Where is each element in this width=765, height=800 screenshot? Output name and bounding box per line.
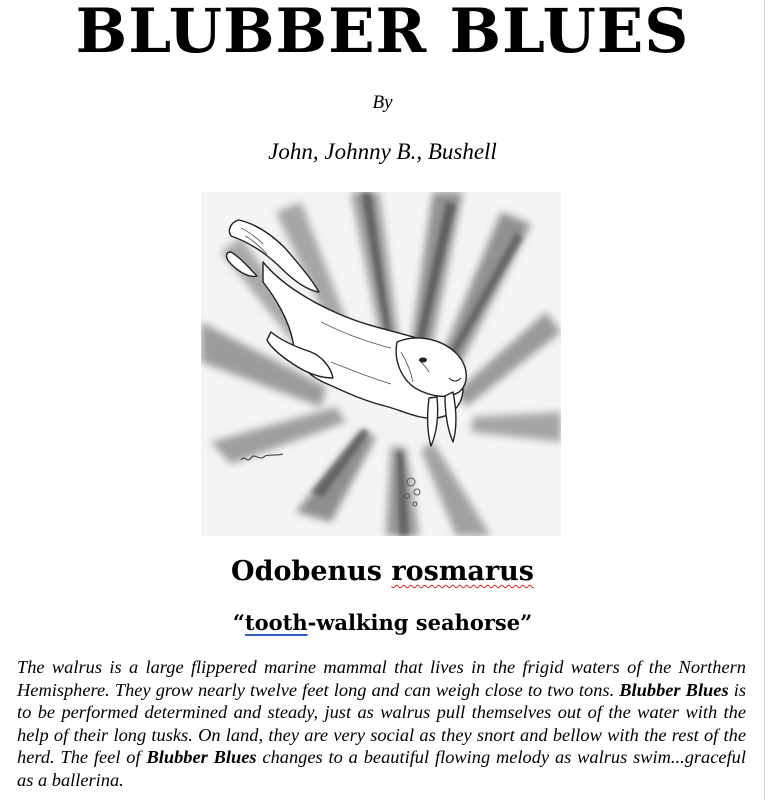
species-text: rosmarus [391, 556, 534, 587]
scientific-name [0, 556, 765, 587]
document-title: BLUBBER BLUES [75, 0, 690, 67]
description-bold-title-1: Blubber Blues [619, 679, 729, 700]
author-name: John, Johnny B., Bushell [268, 139, 497, 164]
description-part2: is to be performed determined and steady, just as walrus pull themselves out of the water with the help of their long tusks. On land, they are very social as they snort and bellow with the rest of the herd. The feel of [17, 679, 746, 767]
description-paragraph [17, 656, 746, 791]
nickname-quote [0, 610, 765, 635]
genus-text: Odobenus [231, 556, 382, 587]
description-part1: The walrus is a large flippered marine mammal that lives in the frigid waters of the Northern Hemisphere. They grow nearly twelve feet long and can weigh close to two tons. [17, 657, 746, 700]
nickname-open-quote: “ [232, 610, 245, 635]
by-line-label: By [372, 92, 393, 113]
walrus-illustration [201, 192, 561, 536]
nickname-word-tooth: tooth [244, 610, 308, 635]
description-part3: changes to a beautiful flowing melody as walrus swim...graceful as a ballerina. [17, 747, 746, 790]
description-bold-title-2: Blubber Blues [146, 747, 257, 767]
nickname-rest: -walking seahorse” [307, 610, 533, 635]
